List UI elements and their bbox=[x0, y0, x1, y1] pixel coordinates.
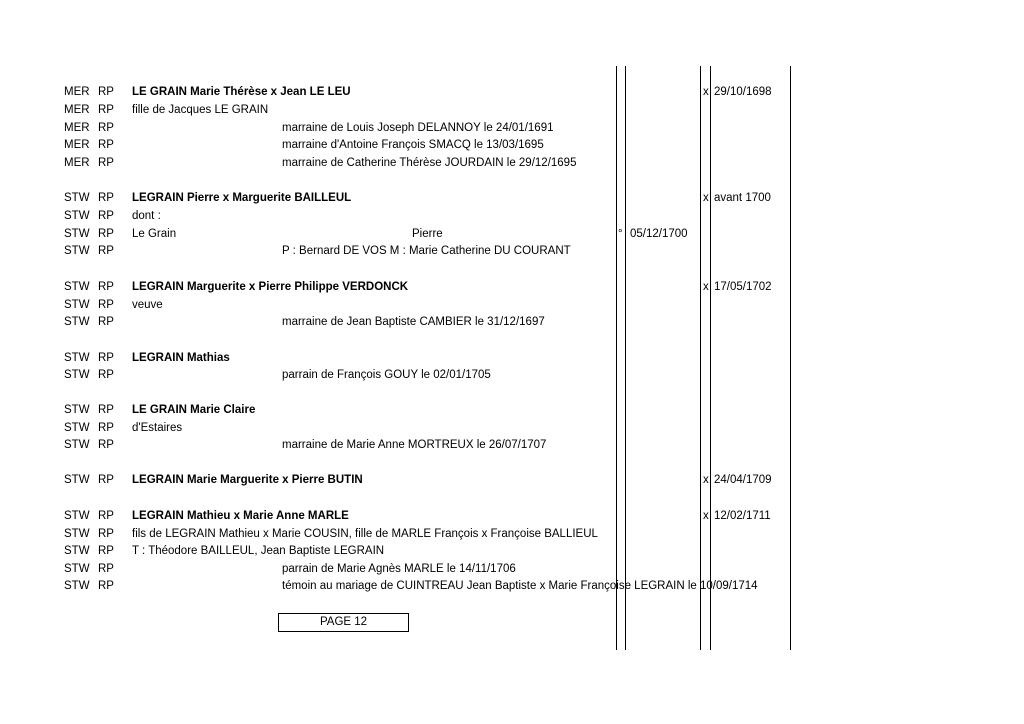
register-type: RP bbox=[98, 369, 114, 381]
first-name: Pierre bbox=[412, 228, 443, 240]
source-code: MER bbox=[64, 157, 90, 169]
register-type: RP bbox=[98, 352, 114, 364]
marriage-date: avant 1700 bbox=[714, 192, 771, 204]
entry-text: LE GRAIN Marie Claire bbox=[132, 404, 256, 416]
page-number: PAGE 12 bbox=[319, 616, 368, 628]
entry-text: d'Estaires bbox=[132, 422, 183, 434]
register-row bbox=[0, 208, 1024, 225]
entry-text: fille de Jacques LE GRAIN bbox=[132, 104, 269, 116]
register-type: RP bbox=[98, 580, 114, 592]
marriage-date: 29/10/1698 bbox=[714, 86, 772, 98]
source-code: STW bbox=[64, 528, 90, 540]
source-code: STW bbox=[64, 192, 90, 204]
register-row bbox=[0, 155, 1024, 172]
register-row bbox=[0, 84, 1024, 101]
marriage-marker: x bbox=[703, 281, 709, 293]
marriage-marker: x bbox=[703, 474, 709, 486]
source-code: STW bbox=[64, 545, 90, 557]
entry-detail: marraine d'Antoine François SMACQ le 13/03/1695 bbox=[282, 139, 544, 151]
source-code: MER bbox=[64, 122, 90, 134]
register-row bbox=[0, 508, 1024, 525]
source-code: STW bbox=[64, 580, 90, 592]
register-type: RP bbox=[98, 157, 114, 169]
register-row bbox=[0, 226, 1024, 243]
entry-text: LEGRAIN Marie Marguerite x Pierre BUTIN bbox=[132, 474, 363, 486]
register-row bbox=[0, 437, 1024, 454]
marriage-date: 12/02/1711 bbox=[714, 510, 771, 522]
source-code: STW bbox=[64, 316, 90, 328]
marriage-marker: x bbox=[703, 510, 709, 522]
page-number-box bbox=[278, 613, 409, 632]
register-type: RP bbox=[98, 139, 114, 151]
entry-text: LEGRAIN Marguerite x Pierre Philippe VERDONCK bbox=[132, 281, 409, 293]
register-row bbox=[0, 137, 1024, 154]
register-type: RP bbox=[98, 228, 114, 240]
entry-text: dont : bbox=[132, 210, 161, 222]
entry-text: Le Grain bbox=[132, 228, 177, 240]
source-code: STW bbox=[64, 352, 90, 364]
register-type: RP bbox=[98, 422, 114, 434]
entry-detail: parrain de Marie Agnès MARLE le 14/11/1706 bbox=[282, 563, 516, 575]
register-type: RP bbox=[98, 245, 114, 257]
source-code: STW bbox=[64, 281, 90, 293]
source-code: MER bbox=[64, 139, 90, 151]
entry-detail: marraine de Catherine Thérèse JOURDAIN le 29/12/1695 bbox=[282, 157, 577, 169]
entry-detail: marraine de Marie Anne MORTREUX le 26/07/1707 bbox=[282, 439, 547, 451]
register-type: RP bbox=[98, 299, 114, 311]
source-code: STW bbox=[64, 210, 90, 222]
source-code: STW bbox=[64, 245, 90, 257]
register-type: RP bbox=[98, 86, 114, 98]
register-row bbox=[0, 561, 1024, 578]
register-row bbox=[0, 578, 1024, 595]
register-type: RP bbox=[98, 563, 114, 575]
entry-text: veuve bbox=[132, 299, 163, 311]
birth-marker: ° bbox=[618, 228, 623, 240]
entry-detail: témoin au mariage de CUINTREAU Jean Baptiste x Marie Françoise LEGRAIN le 10/09/1714 bbox=[282, 580, 758, 592]
entry-text: T : Théodore BAILLEUL, Jean Baptiste LEGRAIN bbox=[132, 545, 385, 557]
register-row bbox=[0, 102, 1024, 119]
register-row bbox=[0, 279, 1024, 296]
register-row bbox=[0, 243, 1024, 260]
register-row bbox=[0, 526, 1024, 543]
register-type: RP bbox=[98, 545, 114, 557]
source-code: MER bbox=[64, 86, 90, 98]
source-code: STW bbox=[64, 404, 90, 416]
entry-text: LEGRAIN Pierre x Marguerite BAILLEUL bbox=[132, 192, 352, 204]
register-row bbox=[0, 350, 1024, 367]
register-type: RP bbox=[98, 528, 114, 540]
entry-detail: P : Bernard DE VOS M : Marie Catherine DU COURANT bbox=[282, 245, 571, 257]
register-type: RP bbox=[98, 281, 114, 293]
source-code: STW bbox=[64, 299, 90, 311]
register-row bbox=[0, 472, 1024, 489]
register-type: RP bbox=[98, 192, 114, 204]
register-type: RP bbox=[98, 404, 114, 416]
entry-text: LE GRAIN Marie Thérèse x Jean LE LEU bbox=[132, 86, 351, 98]
register-row bbox=[0, 190, 1024, 207]
register-row bbox=[0, 120, 1024, 137]
source-code: STW bbox=[64, 369, 90, 381]
register-type: RP bbox=[98, 439, 114, 451]
marriage-marker: x bbox=[703, 192, 709, 204]
register-type: RP bbox=[98, 474, 114, 486]
entry-text: LEGRAIN Mathias bbox=[132, 352, 230, 364]
entry-detail: marraine de Jean Baptiste CAMBIER le 31/12/1697 bbox=[282, 316, 545, 328]
marriage-date: 17/05/1702 bbox=[714, 281, 772, 293]
register-row bbox=[0, 402, 1024, 419]
register-type: RP bbox=[98, 210, 114, 222]
marriage-date: 24/04/1709 bbox=[714, 474, 772, 486]
register-row bbox=[0, 314, 1024, 331]
source-code: STW bbox=[64, 474, 90, 486]
register-type: RP bbox=[98, 122, 114, 134]
register-row bbox=[0, 367, 1024, 384]
source-code: MER bbox=[64, 104, 90, 116]
register-type: RP bbox=[98, 104, 114, 116]
entry-text: LEGRAIN Mathieu x Marie Anne MARLE bbox=[132, 510, 349, 522]
source-code: STW bbox=[64, 228, 90, 240]
register-type: RP bbox=[98, 316, 114, 328]
entry-detail: parrain de François GOUY le 02/01/1705 bbox=[282, 369, 491, 381]
entry-detail: marraine de Louis Joseph DELANNOY le 24/01/1691 bbox=[282, 122, 554, 134]
source-code: STW bbox=[64, 439, 90, 451]
source-code: STW bbox=[64, 422, 90, 434]
birth-date: 05/12/1700 bbox=[630, 228, 688, 240]
entry-text: fils de LEGRAIN Mathieu x Marie COUSIN, fille de MARLE François x Françoise BALLIEUL bbox=[132, 528, 598, 540]
source-code: STW bbox=[64, 563, 90, 575]
register-row bbox=[0, 543, 1024, 560]
register-row bbox=[0, 297, 1024, 314]
marriage-marker: x bbox=[703, 86, 709, 98]
source-code: STW bbox=[64, 510, 90, 522]
register-row bbox=[0, 420, 1024, 437]
register-type: RP bbox=[98, 510, 114, 522]
